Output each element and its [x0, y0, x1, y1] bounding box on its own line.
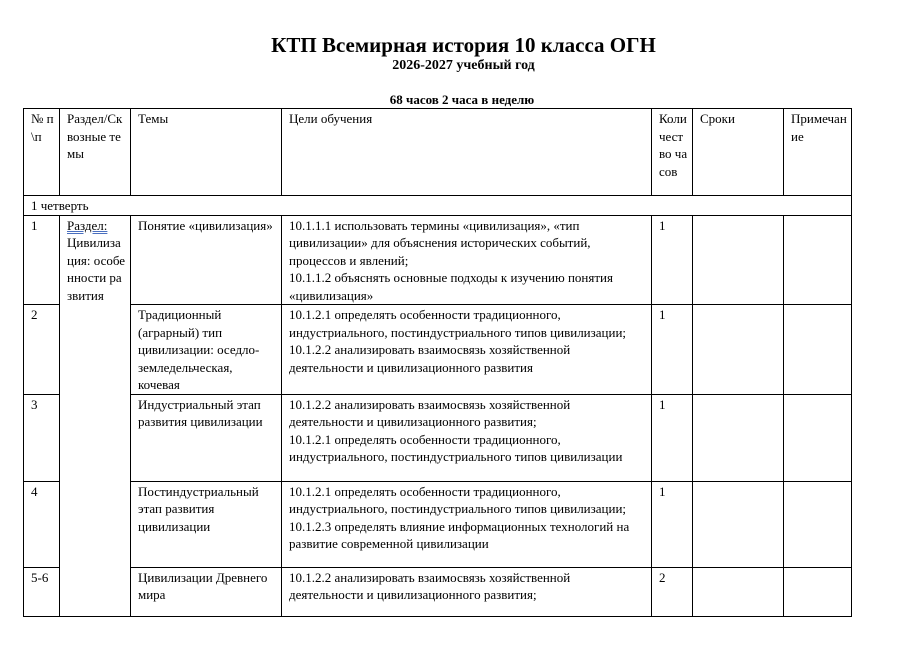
row-number: 5-6 — [24, 567, 60, 616]
header-section: Раздел/Сквозные темы — [60, 109, 131, 196]
row-number: 1 — [24, 215, 60, 305]
row-goals — [282, 215, 652, 305]
curriculum-table — [23, 108, 852, 617]
row-dates[interactable] — [693, 394, 784, 481]
row-topic: Традиционный (аграрный) тип цивилизации: оседло-земледельческая, кочевая — [131, 305, 282, 395]
row-goals — [282, 394, 652, 481]
header-number: № п\п — [24, 109, 60, 196]
goal-item: 10.1.2.1 определять особенности традиционного, индустриального, постиндустриального типов цивилизации; — [289, 307, 627, 340]
row-topic: Индустриальный этап развития цивилизации — [131, 394, 282, 481]
goal-item: 10.1.2.2 анализировать взаимосвязь хозяйственной деятельности и цивилизационного развития; — [289, 396, 571, 429]
section-link[interactable]: Раздел: — [67, 217, 108, 233]
row-count: 1 — [652, 215, 693, 305]
header-count: Количество часов — [652, 109, 693, 196]
section-cell — [60, 215, 131, 616]
row-number: 3 — [24, 394, 60, 481]
row-dates[interactable] — [693, 481, 784, 567]
row-notes[interactable] — [784, 394, 852, 481]
goal-item: 10.1.1.1 использовать термины «цивилизация», «тип цивилизации» для объяснения исторических событий, процессов и явлений; — [289, 217, 591, 268]
table-row — [24, 567, 852, 616]
document-title: КТП Всемирная история 10 класса ОГН — [271, 33, 656, 57]
row-goals — [282, 305, 652, 395]
row-number: 2 — [24, 305, 60, 395]
goal-item: 10.1.2.2 анализировать взаимосвязь хозяйственной деятельности и цивилизационного развития — [289, 342, 571, 375]
row-count: 2 — [652, 567, 693, 616]
row-topic: Постиндустриальный этап развития цивилизации — [131, 481, 282, 567]
row-count: 1 — [652, 305, 693, 395]
table-row — [24, 215, 852, 305]
goal-item: 10.1.2.2 анализировать взаимосвязь хозяйственной деятельности и цивилизационного развития; — [289, 569, 571, 602]
row-dates[interactable] — [693, 215, 784, 305]
section-name: Цивилизация: особенности развития — [67, 235, 126, 303]
row-dates[interactable] — [693, 567, 784, 616]
table-row — [24, 481, 852, 567]
goal-item: 10.1.2.1 определять особенности традиционного, индустриального, постиндустриального типов цивилизации; — [289, 483, 627, 516]
table-row — [24, 305, 852, 395]
row-topic: Цивилизации Древнего мира — [131, 567, 282, 616]
header-dates: Сроки — [693, 109, 784, 196]
hours-per-week: 68 часов 2 часа в неделю — [389, 92, 535, 107]
quarter-label: 1 четверть — [24, 196, 852, 216]
academic-year: 2026-2027 учебный год — [392, 58, 535, 73]
row-notes[interactable] — [784, 215, 852, 305]
row-count: 1 — [652, 394, 693, 481]
row-goals — [282, 481, 652, 567]
header-row — [24, 109, 852, 196]
goal-item: 10.1.2.1 определять особенности традиционного, индустриального, постиндустриального типов цивилизации — [289, 431, 623, 464]
row-topic: Понятие «цивилизация» — [131, 215, 282, 305]
header-notes: Примечание — [784, 109, 852, 196]
row-goals — [282, 567, 652, 616]
row-count: 1 — [652, 481, 693, 567]
goal-item: 10.1.2.3 определять влияние информационных технологий на развитие современной цивилизации — [289, 518, 630, 551]
quarter-row — [24, 196, 852, 216]
goal-item: 10.1.1.2 объяснять основные подходы к изучению понятия «цивилизация» — [289, 270, 613, 303]
row-notes[interactable] — [784, 305, 852, 395]
header-topics: Темы — [131, 109, 282, 196]
row-number: 4 — [24, 481, 60, 567]
header-goals: Цели обучения — [282, 109, 652, 196]
row-notes[interactable] — [784, 567, 852, 616]
table-row — [24, 394, 852, 481]
row-notes[interactable] — [784, 481, 852, 567]
row-dates[interactable] — [693, 305, 784, 395]
